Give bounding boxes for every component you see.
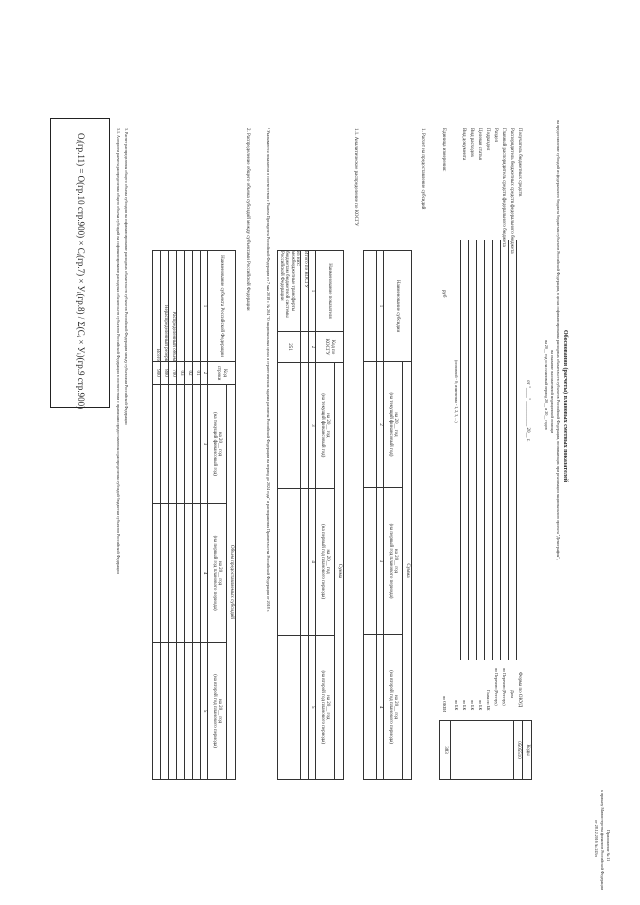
code-row-label: по Перечню (Реестру) xyxy=(502,668,507,706)
year-label: на 20__ год xyxy=(217,431,223,457)
code-row-label: Глава по БК xyxy=(486,690,491,711)
col-header: Код по КОСГУ xyxy=(316,332,344,363)
table-cell[interactable] xyxy=(169,385,177,504)
table-cell[interactable] xyxy=(185,504,193,643)
col-num: 4 xyxy=(201,504,208,643)
doc-title-line2: на предоставление субсидий из федерального бюджета бюджетам субъектов Российской Федерации, в целях софинансирования расходных обязательств субъектов Российской Федерации, возникающих при реализации национального проекта "Демография", xyxy=(556,120,561,561)
col-num: 3 xyxy=(309,363,316,489)
table-cell[interactable] xyxy=(301,363,309,489)
formula-box xyxy=(50,118,110,408)
table-cell[interactable] xyxy=(177,504,185,643)
row-code: 900 xyxy=(153,362,161,385)
row-label: Нераспределенный резерв xyxy=(161,251,169,362)
year-sub: (на второй год планового периода) xyxy=(212,674,217,748)
header-label: Подраздел xyxy=(485,128,490,151)
fill-line xyxy=(500,240,501,660)
okei-code: 383 xyxy=(440,721,451,780)
table-cell[interactable] xyxy=(278,488,301,635)
form-okud-label: Форма по ОКУД xyxy=(517,672,522,708)
year-sub: (на текущий финансовый год) xyxy=(320,393,325,458)
table-cell[interactable] xyxy=(364,635,377,780)
doc-title-line4: на 20__ год и на плановый период 20__ и 20__ годов xyxy=(544,340,549,430)
footnote: ¹ Указываются показатели в соответствии с Указом Президента Российской Федерации от 7 мая 2018 г. № 204 "О национальных целях и стратегических задачах развития Российской Федерации на период до 2024 года" и распоряжения Правительства Российской Федерации от 2018 г. xyxy=(266,128,271,612)
table-cell[interactable] xyxy=(153,385,161,504)
section11-table xyxy=(278,250,345,780)
fill-line xyxy=(484,240,485,660)
date-line: от "____" __________ 20__ г. xyxy=(525,380,530,442)
col-header: Сумма xyxy=(403,362,412,780)
year-label: на 20__ год xyxy=(325,695,331,720)
year-sub: (на текущий финансовый год) xyxy=(388,392,393,457)
table-cell[interactable] xyxy=(177,643,185,780)
table-cell[interactable] xyxy=(185,643,193,780)
fill-line xyxy=(460,240,461,660)
col-num: 4 xyxy=(309,488,316,635)
year-sub: (на текущий финансовый год) xyxy=(212,412,217,476)
year-sub: (на первый год планового периода) xyxy=(320,524,325,599)
unit-label: Единица измерения: xyxy=(441,128,446,172)
row-label: Итого по КОСГУ xyxy=(301,251,309,332)
row-code: 700 xyxy=(169,362,177,385)
doc-title: Обоснования (расчеты) плановых сметных показателей xyxy=(562,330,568,483)
section1-table xyxy=(364,250,413,780)
table-cell[interactable] xyxy=(364,362,377,488)
section3-heading: 3. Расчет распределения общего объема субсидии на софинансирование расходных обязательств субъектов Российской Федерации между субъектами Российской Федерации xyxy=(124,128,129,425)
fill-line xyxy=(508,240,509,660)
year-label: на 20__ год xyxy=(393,694,399,720)
col-num: 1 xyxy=(377,251,384,362)
table-cell[interactable] xyxy=(193,251,201,362)
row-code: 01 xyxy=(193,362,201,385)
year-label: на 20__ год xyxy=(325,413,331,438)
unit-value: руб xyxy=(441,290,446,298)
col-num: 3 xyxy=(201,385,208,504)
codes-header: Коды xyxy=(523,721,532,780)
header-label: Главный распорядитель средств федерального бюджета xyxy=(501,128,506,247)
row-code: 800 xyxy=(161,362,169,385)
table-cell[interactable] xyxy=(301,332,309,363)
table-cell[interactable] xyxy=(161,385,169,504)
col-num: 4 xyxy=(377,635,384,780)
header-label: Вид расходов xyxy=(469,128,474,157)
col-header: Наименование показателя xyxy=(316,251,344,332)
year-sub: (на второй год планового периода) xyxy=(388,670,393,744)
okei-label: по ОКЕИ xyxy=(442,696,447,713)
table-cell[interactable] xyxy=(193,385,201,504)
col-header: Код строки xyxy=(208,362,236,385)
year-sub: (на второй год планового периода) xyxy=(320,670,325,745)
code-row-label: по Перечню (Реестру) xyxy=(494,668,499,706)
header-label: Раздел xyxy=(493,128,498,143)
table-cell[interactable] xyxy=(364,487,377,634)
code-row-label: по БК xyxy=(478,700,483,711)
row-label: межбюджетные трансферты бюджетам бюджетной системы Российской Федерации xyxy=(279,251,295,318)
table-cell[interactable] xyxy=(301,488,309,635)
appendix-date: от 28.12.2016 № 243н xyxy=(594,820,599,857)
codes-table xyxy=(439,720,532,780)
table-cell[interactable] xyxy=(169,643,177,780)
table-cell[interactable] xyxy=(177,385,185,504)
col-num: 1 xyxy=(201,251,208,362)
fill-line xyxy=(468,240,469,660)
year-sub: (на первый год планового периода) xyxy=(388,523,393,599)
doc-title-line3: на оказание паллиативной медицинской помощи xyxy=(550,350,555,434)
table-cell[interactable] xyxy=(185,385,193,504)
code-row-label: Дата xyxy=(510,690,515,698)
fill-line xyxy=(492,240,493,660)
table-cell[interactable] xyxy=(364,251,377,362)
year-label: на 20__ год xyxy=(325,549,331,574)
header-label: Получатель бюджетных средств xyxy=(517,128,522,197)
row-code: 251 xyxy=(278,332,301,363)
table-cell[interactable] xyxy=(193,504,201,643)
table-cell[interactable] xyxy=(153,643,161,780)
section2-table xyxy=(153,250,237,780)
col-num: 1 xyxy=(309,251,316,332)
fill-line xyxy=(516,240,517,660)
table-cell[interactable] xyxy=(161,643,169,780)
header-label: Распорядитель бюджетных средств федерального бюджета xyxy=(509,128,514,254)
table-cell[interactable] xyxy=(278,363,301,489)
row-code: 02 xyxy=(185,362,193,385)
table-cell[interactable] xyxy=(185,251,193,362)
col-header: Наименование субсидии xyxy=(384,251,412,362)
form-code: 0505510 xyxy=(514,721,523,780)
appendix-number: Приложение № 11 xyxy=(606,830,611,862)
row-label: Распределенный объем xyxy=(169,251,177,362)
col-header: Сумма xyxy=(335,363,344,780)
year-label: на 20__ год xyxy=(393,412,399,437)
table-cell[interactable] xyxy=(301,635,309,779)
table-cell[interactable] xyxy=(278,635,301,779)
col-header: Наименование субъекта Российской Федерации xyxy=(208,251,236,362)
col-num: 2 xyxy=(201,362,208,385)
table-cell[interactable] xyxy=(169,504,177,643)
fill-line xyxy=(476,240,477,660)
section31-heading: 3.1. Алгоритм расчета распределения общего объема субсидий на софинансирование расходных обязательств субъектов Российской Федерации в соответствии с правилами предоставления и распределения субсидий бюджетам субъектов Российской Федерации xyxy=(116,128,121,574)
col-header: Объем предоставляемых субсидий xyxy=(227,385,236,780)
appendix-order: к приказу Министерства финансов Российской Федерации xyxy=(600,790,605,890)
header-label: Вид документа xyxy=(461,128,466,161)
year-label: на 20__ год xyxy=(217,560,223,586)
col-num: 2 xyxy=(377,362,384,488)
year-label: на 20__ год xyxy=(217,698,223,724)
section2-heading: 2. Распределение общего объема субсидий между субъектами Российской Федерации xyxy=(245,128,250,311)
col-num: 5 xyxy=(201,643,208,780)
code-row-label: по БК xyxy=(454,700,459,711)
formula: Oᵢ(гр.11) = O(гр.10 стр.900) × Cᵢ(гр.7) × Уᵢ(гр.8) / Σ(Cᵢ × Уᵢ)(гр.9 стр.900) xyxy=(76,133,86,410)
col-num: 5 xyxy=(309,635,316,779)
table-cell[interactable] xyxy=(177,251,185,362)
doc-kind-note: (основной - 0; изменения - 1, 2, 3, ...) xyxy=(454,360,459,423)
row-label: Всего xyxy=(153,251,161,362)
table-cell[interactable] xyxy=(153,504,161,643)
year-sub: (на первый год планового периода) xyxy=(212,535,217,611)
code-row-label: по БК xyxy=(470,700,475,711)
section11-heading: 1.1. Аналитическое распределение по КОСГУ xyxy=(353,128,358,227)
row-code: 03 xyxy=(177,362,185,385)
code-row-label: по БК xyxy=(462,700,467,711)
year-label: на 20__ год xyxy=(393,548,399,574)
section1-heading: 1. Расчет на предоставление субсидий xyxy=(420,128,425,210)
col-num: 3 xyxy=(377,487,384,634)
table-cell[interactable] xyxy=(161,504,169,643)
table-cell[interactable] xyxy=(193,643,201,780)
row-label: из них: xyxy=(295,251,301,267)
header-label: Целевая статья xyxy=(477,128,482,160)
col-num: 2 xyxy=(309,332,316,363)
